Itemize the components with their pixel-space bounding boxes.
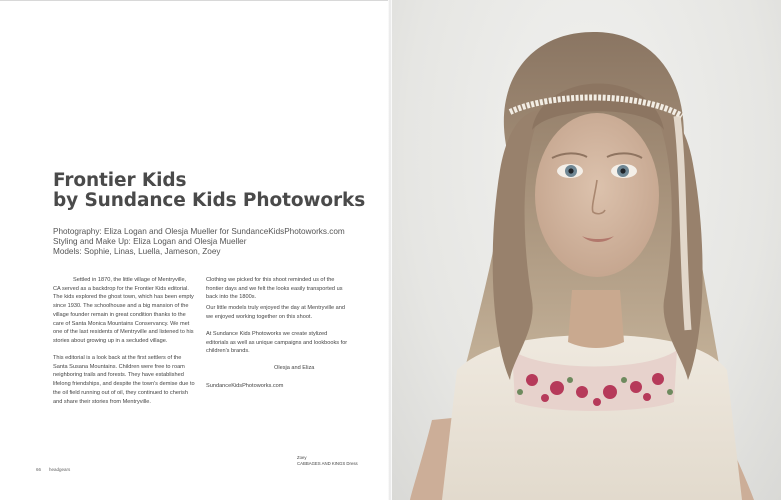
right-page [392,0,781,500]
publication-name: headgears [49,467,71,472]
signature: Olesja and Eliza [274,365,315,372]
dress [442,335,742,500]
credit-models: Models: Sophie, Linas, Luella, Jameson, Zoey [53,247,221,256]
body-column-1 [53,276,195,415]
credit-styling: Styling and Make Up: Eliza Logan and Olesja Mueller [53,237,247,246]
photo-caption [297,455,358,467]
left-page [0,0,390,501]
body-paragraph: At Sundance Kids Photoworks we create stylized editorials as well as unique campaigns and lookbooks for children's brands. [206,330,348,355]
photo-credits [53,227,345,257]
body-paragraph: This editorial is a look back at the first settlers of the Santa Susana Mountains. Children were free to roam neighboring trails and forests. They have established lifelong friendships, and despite the town's demise due to the oil field running out of oil, they continued to cherish and share their stories from Mentryville. [53,355,195,405]
website-link[interactable]: SundanceKidsPhotoworks.com [206,382,284,389]
title-line-1: Frontier Kids [53,170,187,191]
page-number: 66 [36,467,42,472]
page-folio [36,467,70,472]
caption-model: Zoey [297,455,307,460]
body-paragraph: Clothing we picked for this shoot reminded us of the frontier days and we felt the looks easily transported us back into the 1800s. [206,277,343,301]
neck [568,290,624,348]
body-paragraph: Our little models truly enjoyed the day at Mentryville and we enjoyed working together on this shoot. [206,305,345,320]
face [535,113,659,277]
credit-photography: Photography: Eliza Logan and Olesja Mueller for SundanceKidsPhotoworks.com [53,227,345,236]
caption-garment: CABBAGES AND KINGS Dress [297,460,358,466]
portrait-photo [392,0,781,500]
title-line-2: by Sundance Kids Photoworks [53,190,366,211]
article-title [53,171,365,211]
body-column-2 [206,276,348,399]
body-paragraph: Settled in 1870, the little village of Mentryville, CA served as a backdrop for the Frontier Kids editorial. The kids explored the ghost town, which has been empty since 1930. The schoolhouse and a big mansion of the village founder remain in great condition thanks to the care of Santa Monica Mountains Conservancy. We met one of the last residents of Mentryville and listened to his stories about growing up in a secluded village. [53,277,194,344]
